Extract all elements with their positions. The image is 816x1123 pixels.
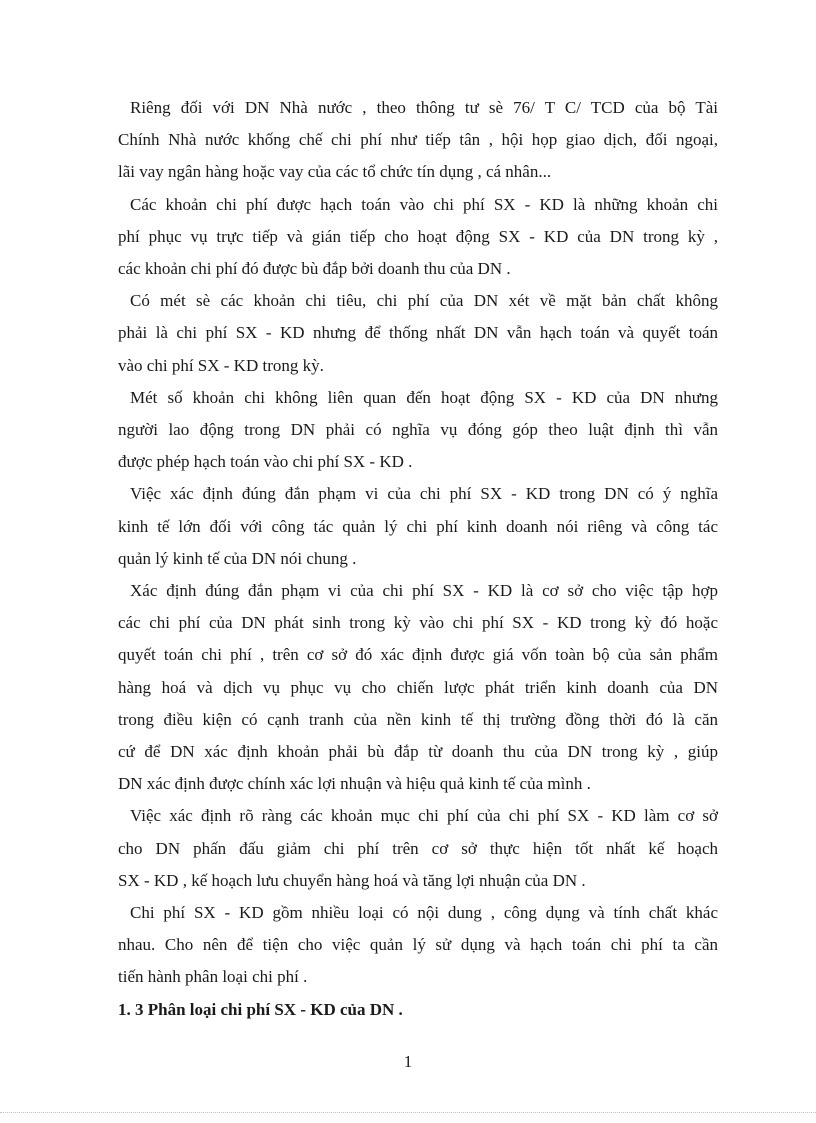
text-line: SX - KD , kế hoạch lưu chuyển hàng hoá và tăng lợi nhuận của DN . — [118, 870, 586, 890]
text-line: Mét số khoản chi không liên quan đến hoạt động SX - KD của DN nhưng — [130, 387, 718, 407]
paragraph — [118, 285, 718, 382]
text-line: Xác định đúng đắn phạm vi của chi phí SX - KD là cơ sở cho việc tập hợp — [130, 581, 718, 601]
text-line: hàng hoá và dịch vụ phục vụ cho chiến lược phát triển kinh doanh của DN — [118, 677, 718, 697]
text-line: Các khoản chi phí được hạch toán vào chi phí SX - KD là những khoản chi — [130, 194, 718, 214]
text-line: người lao động trong DN phải có nghĩa vụ đóng góp theo luật định thì vẫn — [118, 420, 718, 440]
text-line: kinh tế lớn đối với công tác quản lý chi phí kinh doanh nói riêng và công tác — [118, 516, 718, 536]
text-line: Chính Nhà nước khống chế chi phí như tiếp tân , hội họp giao dịch, đối ngoại, — [118, 130, 718, 150]
text-line: các khoản chi phí đó được bù đắp bởi doanh thu của DN . — [118, 259, 511, 279]
text-line: Việc xác định đúng đắn phạm vi của chi phí SX - KD trong DN có ý nghĩa — [130, 484, 718, 504]
paragraph — [118, 897, 718, 994]
text-line: quản lý kinh tế của DN nói chung . — [118, 548, 357, 568]
text-line: Riêng đối với DN Nhà nước , theo thông tư sè 76/ T C/ TCD của bộ Tài — [130, 98, 718, 117]
text-line: vào chi phí SX - KD trong kỳ. — [118, 355, 324, 375]
text-line: DN xác định được chính xác lợi nhuận và hiệu quả kinh tế của mình . — [118, 774, 591, 794]
section-heading: 1. 3 Phân loại chi phí SX - KD của DN . — [118, 999, 403, 1019]
paragraph — [118, 92, 718, 189]
paragraph — [118, 382, 718, 479]
paragraph — [118, 575, 718, 800]
text-line: tiến hành phân loại chi phí . — [118, 967, 308, 987]
text-line: Việc xác định rõ ràng các khoản mục chi phí của chi phí SX - KD làm cơ sở — [130, 806, 718, 826]
text-line: phải là chi phí SX - KD nhưng để thống nhất DN vẫn hạch toán và quyết toán — [118, 323, 718, 343]
body-text — [118, 92, 718, 1026]
footer-divider — [0, 1112, 816, 1113]
text-line: quyết toán chi phí , trên cơ sở đó xác định được giá vốn toàn bộ của sản phẩm — [118, 645, 718, 665]
text-line: trong điều kiện có cạnh tranh của nền kinh tế thị trường đồng thời đó là căn — [118, 709, 718, 729]
text-line: Chi phí SX - KD gồm nhiều loại có nội dung , công dụng và tính chất khác — [130, 903, 718, 923]
text-line: cứ để DN xác định khoản phải bù đắp từ doanh thu của DN trong kỳ , giúp — [118, 742, 718, 762]
paragraph — [118, 189, 718, 286]
page-number: 1 — [403, 1052, 413, 1071]
text-line: Có mét sè các khoản chi tiêu, chi phí của DN xét về mặt bản chất không — [130, 291, 718, 311]
text-line: các chi phí của DN phát sinh trong kỳ vào chi phí SX - KD trong kỳ đó hoặc — [118, 613, 718, 633]
paragraph — [118, 800, 718, 897]
text-line: nhau. Cho nên để tiện cho việc quản lý sử dụng và hạch toán chi phí ta cần — [118, 935, 718, 955]
text-line: được phép hạch toán vào chi phí SX - KD . — [118, 452, 413, 472]
text-line: phí phục vụ trực tiếp và gián tiếp cho hoạt động SX - KD của DN trong kỳ , — [118, 226, 718, 246]
paragraph — [118, 478, 718, 575]
text-line: lãi vay ngân hàng hoặc vay của các tổ chức tín dụng , cá nhân... — [118, 162, 552, 182]
text-line: cho DN phấn đấu giảm chi phí trên cơ sở thực hiện tốt nhất kế hoạch — [118, 838, 718, 858]
